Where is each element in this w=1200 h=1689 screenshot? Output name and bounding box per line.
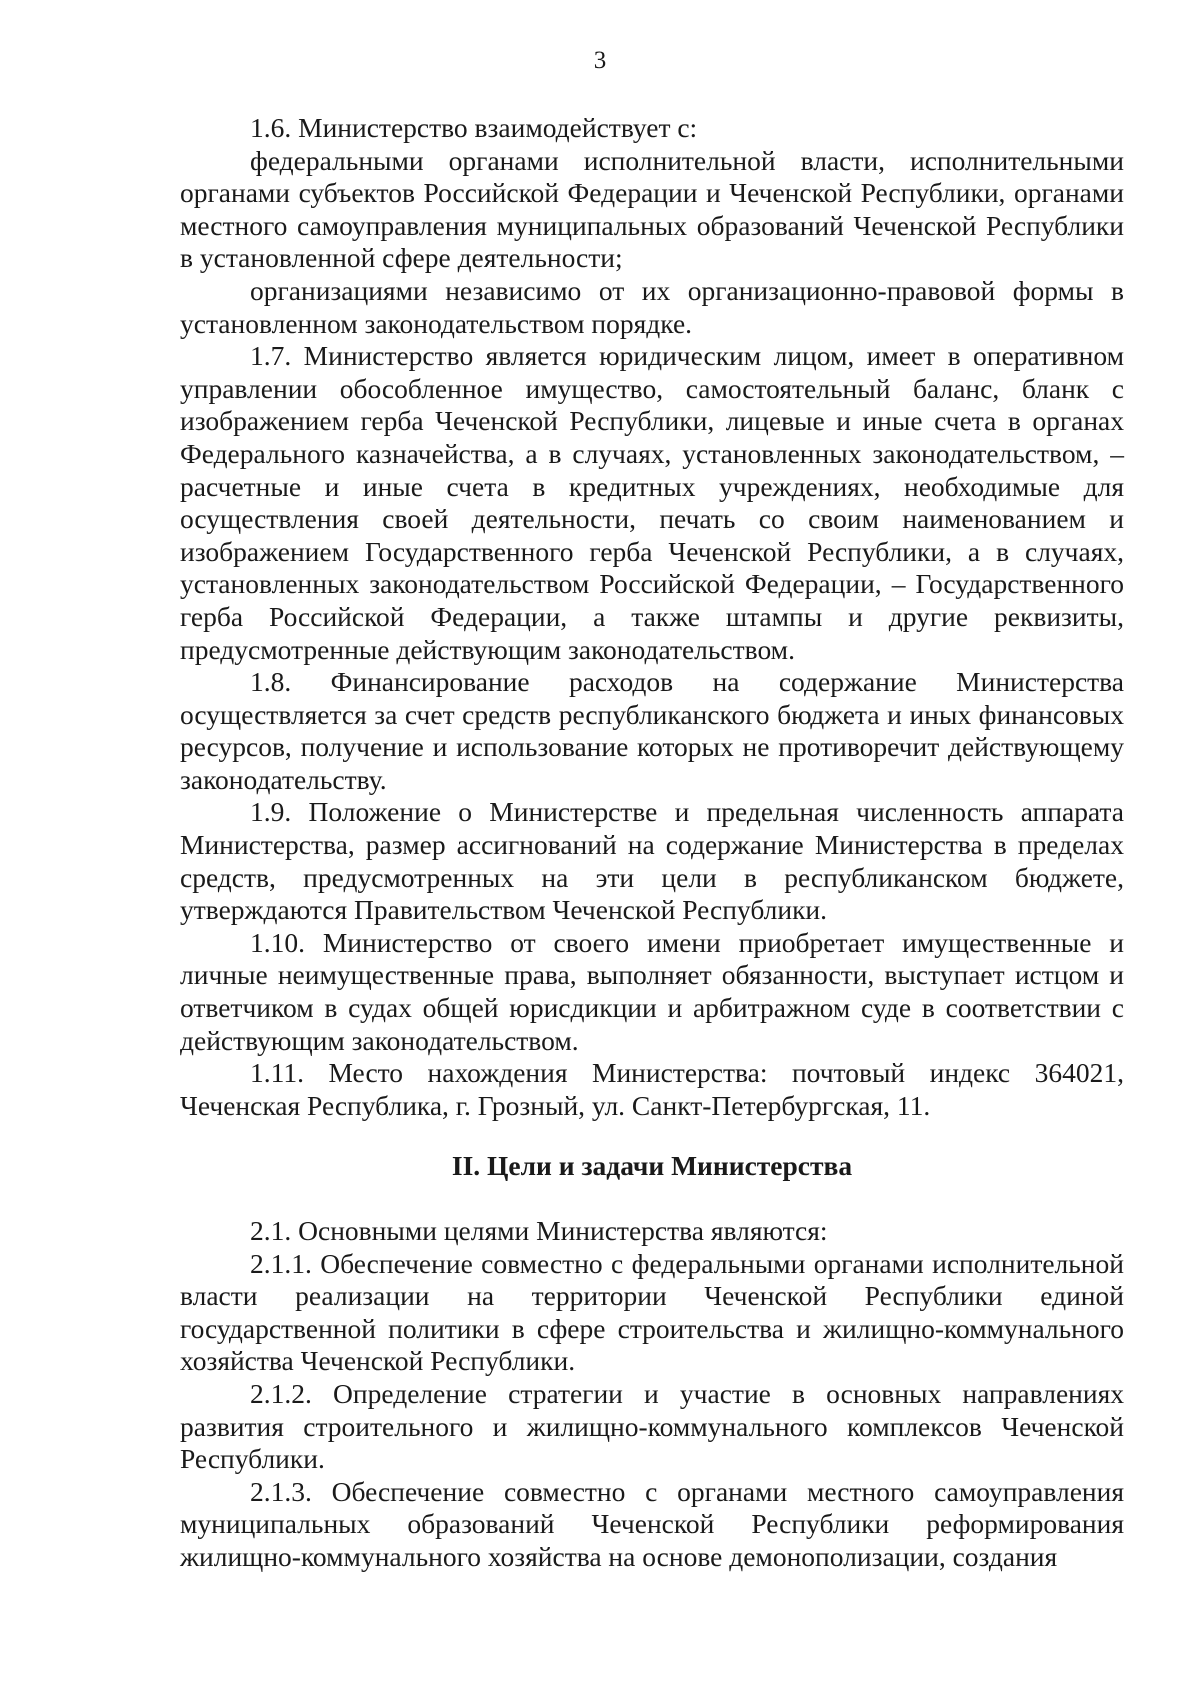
- page-number: 3: [593, 47, 607, 74]
- paragraph-2-1: 2.1. Основными целями Министерства являются:: [250, 1215, 828, 1246]
- paragraph-1-11: 1.11. Место нахождения Министерства: почтовый индекс 364021, Чеченская Республика, г. Грозный, ул. Санкт-Петербургская, 11.: [180, 1057, 1124, 1121]
- paragraph-1-6-organizations: организациями независимо от их организационно-правовой формы в установленном законодательством порядке.: [180, 274, 1124, 339]
- paragraph-2-1-3: 2.1.3. Обеспечение совместно с органами местного самоуправления муниципальных образований Чеченской Республики реформирования жилищно-коммунального хозяйства на основе демонополизации, создания: [180, 1475, 1124, 1572]
- paragraph-1-7: 1.7. Министерство является юридическим лицом, имеет в оперативном управлении обособленное имущество, самостоятельный баланс, бланк с изображением герба Чеченской Республики, лицевые и иные счета в органах Федерального казначейства, а в случаях, установленных законодательством, – расчетные и иные счета в кредитных учреждениях, необходимые для осуществления своей деятельности, печать со своим наименованием и изображением Государственного герба Чеченской Республики, а в случаях, установленных законодательством Российской Федерации, – Государственного герба Российской Федерации, а также штампы и другие реквизиты, предусмотренные действующим законодательством.: [180, 340, 1124, 665]
- paragraph-1-6: 1.6. Министерство взаимодействует с:: [250, 112, 698, 143]
- document-body: [180, 112, 1124, 1574]
- paragraph-1-9: 1.9. Положение о Министерстве и предельная численность аппарата Министерства, размер ассигнований на содержание Министерства в пределах средств, предусмотренных на эти цели в республиканском бюджете, утверждаются Правительством Чеченской Республики.: [180, 796, 1124, 926]
- paragraph-1-6-federal-organs: федеральными органами исполнительной власти, исполнительными органами субъектов Российской Федерации и Чеченской Республики, органами местного самоуправления муниципальных образований Чеченской Республики в установленной сфере деятельности;: [180, 144, 1124, 274]
- paragraph-2-1-1: 2.1.1. Обеспечение совместно с федеральными органами исполнительной власти реализации на территории Чеченской Республики единой государственной политики в сфере строительства и жилищно-коммунального хозяйства Чеченской Республики.: [180, 1247, 1124, 1377]
- paragraph-2-1-2: 2.1.2. Определение стратегии и участие в основных направлениях развития строительного и жилищно-коммунального комплексов Чеченской Республики.: [180, 1377, 1124, 1475]
- paragraph-1-8: 1.8. Финансирование расходов на содержание Министерства осуществляется за счет средств республиканского бюджета и иных финансовых ресурсов, получение и использование которых не противоречит действующему законодательству.: [180, 666, 1124, 795]
- section-title: II. Цели и задачи Министерства: [451, 1150, 853, 1182]
- paragraph-1-10: 1.10. Министерство от своего имени приобретает имущественные и личные неимущественные права, выполняет обязанности, выступает истцом и ответчиком в судах общей юрисдикции и арбитражном суде в соответствии с действующим законодательством.: [180, 926, 1124, 1056]
